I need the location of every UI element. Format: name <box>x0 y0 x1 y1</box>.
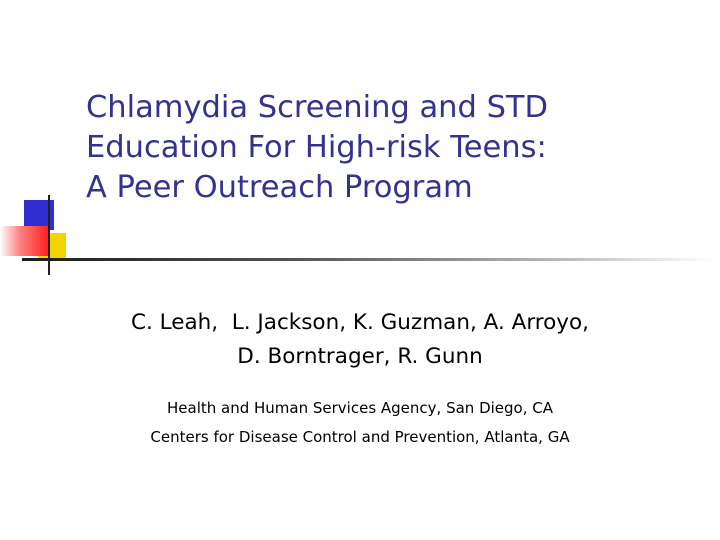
red-bar-decoration <box>0 226 50 256</box>
authors-line: D. Borntrager, R. Gunn <box>237 344 483 369</box>
vertical-line-decoration <box>48 195 50 275</box>
title-line: Education For High-risk Teens: <box>86 130 547 165</box>
affiliation-line: Centers for Disease Control and Prevention, Atlanta, GA <box>150 428 570 446</box>
corner-decoration <box>0 0 100 290</box>
affiliation-line: Health and Human Services Agency, San Diego, CA <box>167 399 553 417</box>
authors-line: C. Leah, L. Jackson, K. Guzman, A. Arroyo, <box>130 310 590 335</box>
authors <box>0 306 720 374</box>
affiliations <box>0 394 720 452</box>
title-divider-line <box>22 258 712 261</box>
title-line: A Peer Outreach Program <box>86 170 473 205</box>
title-line: Chlamydia Screening and STD <box>86 90 549 125</box>
slide-title <box>86 88 696 208</box>
